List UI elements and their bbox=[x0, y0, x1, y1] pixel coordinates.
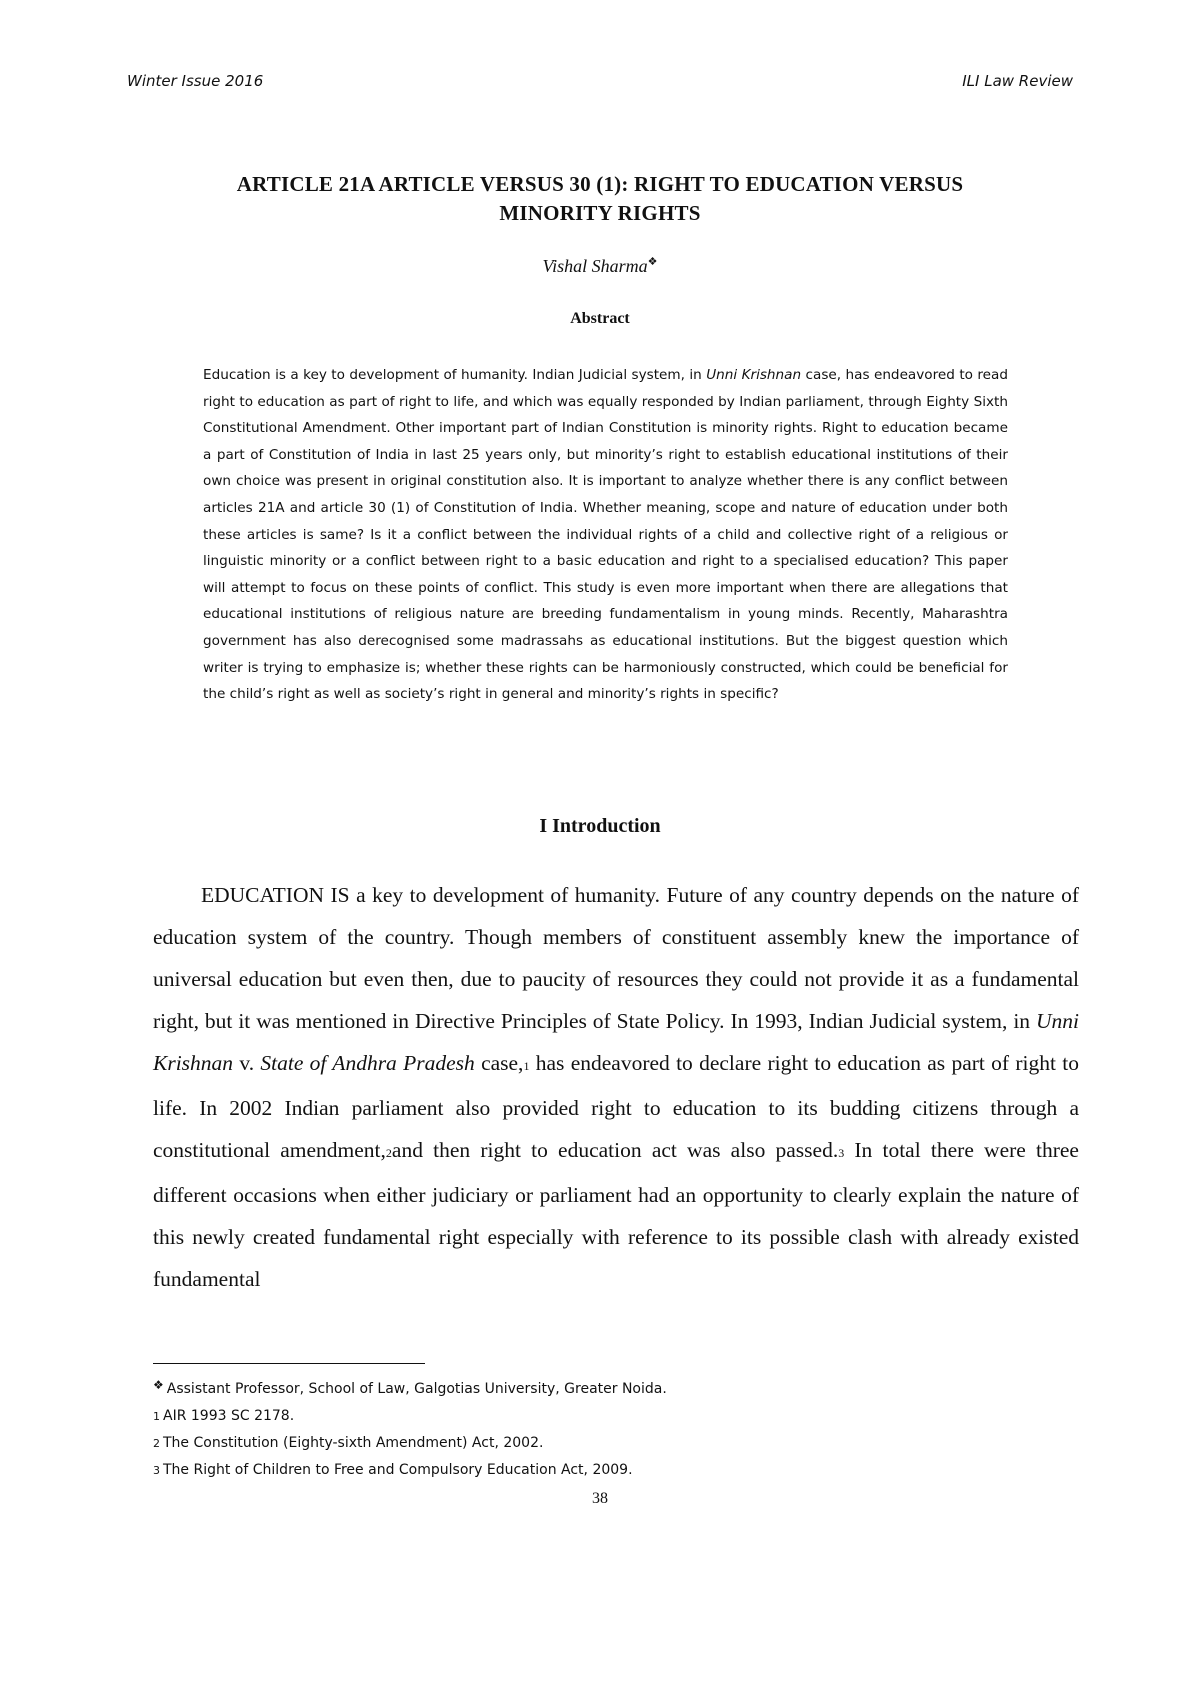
author-footnote-mark[interactable]: ❖ bbox=[647, 256, 658, 268]
running-header bbox=[127, 72, 1073, 96]
footnote-ref-1[interactable]: 1 bbox=[523, 1059, 530, 1073]
footnote-number: 1 bbox=[153, 1410, 160, 1423]
case-name-party-a: Unni Krishnan bbox=[153, 1009, 1079, 1075]
title-line-1: ARTICLE 21A ARTICLE VERSUS 30 (1): RIGHT TO EDUCATION VERSUS bbox=[236, 172, 964, 196]
introduction-paragraph bbox=[153, 874, 1079, 1300]
author-byline bbox=[0, 255, 1200, 277]
author-name: Vishal Sharma bbox=[542, 256, 648, 276]
footnote-number: 2 bbox=[153, 1437, 160, 1450]
title-line-2: MINORITY RIGHTS bbox=[499, 201, 701, 225]
issue-label: Winter Issue 2016 bbox=[127, 72, 264, 90]
body-text-part: In total there were three different occasions when either judiciary or parliament had an opportunity to clearly explain the nature of this newly created fundamental right especially with reference to its possible clash with already existed fundamental bbox=[153, 1138, 1079, 1291]
footnote-text: Assistant Professor, School of Law, Galgotias University, Greater Noida. bbox=[166, 1381, 667, 1397]
article-title bbox=[150, 170, 1050, 228]
footnote-3 bbox=[153, 1457, 1053, 1484]
body-text-part: has endeavored to declare right to education as part of right to life. In 2002 Indian parliament also provided right to education to its budding citizens through a constitutional amendment, bbox=[153, 1051, 1079, 1162]
abstract-body bbox=[203, 362, 1008, 708]
footnote-2 bbox=[153, 1430, 1053, 1457]
body-text-part: and then right to education act was also passed. bbox=[391, 1138, 839, 1162]
footnote-text: The Right of Children to Free and Compulsory Education Act, 2009. bbox=[163, 1462, 633, 1478]
footnote-1 bbox=[153, 1403, 1053, 1430]
abstract-case-name: Unni Krishnan bbox=[706, 367, 802, 383]
page-number: 38 bbox=[592, 1490, 608, 1507]
case-name-party-b: State of Andhra Pradesh bbox=[260, 1051, 475, 1075]
footnote-divider bbox=[153, 1363, 425, 1364]
abstract-heading: Abstract bbox=[570, 310, 630, 327]
footnote-ref-3[interactable]: 3 bbox=[838, 1146, 845, 1160]
footnote-mark-star: ❖ bbox=[153, 1378, 164, 1392]
section-heading-introduction: I Introduction bbox=[539, 815, 661, 837]
body-text-part: case, bbox=[474, 1051, 524, 1075]
footnote-text: The Constitution (Eighty-sixth Amendment) Act, 2002. bbox=[163, 1435, 544, 1451]
footnote-ref-2[interactable]: 2 bbox=[385, 1146, 392, 1160]
footnote-text: AIR 1993 SC 2178. bbox=[163, 1408, 295, 1424]
abstract-text-part: case, has endeavored to read right to education as part of right to life, and which was equally responded by Indian parliament, through Eighty Sixth Constitutional Amendment. Other important part of Indian Constitution is minority rights. Right to education became a part of Constitution of India in last 25 years only, but minority’s right to establish educational institutions of their own choice was present in original constitution also. It is important to analyze whether there is any conflict between articles 21A and article 30 (1) of Constitution of India. Whether meaning, scope and nature of education under both these articles is same? Is it a conflict between the individual rights of a child and collective right of a religious or linguistic minority or a conflict between right to a basic education and right to a specialised education? This paper will attempt to focus on these points of conflict. This study is even more important when there are allegations that educational institutions of religious nature are breeding fundamentalism in young minds. Recently, Maharashtra government has also derecognised some madrassahs as educational institutions. But the biggest question which writer is trying to emphasize is; whether these rights can be harmoniously constructed, which could be beneficial for the child’s right as well as society’s right in general and minority’s rights in specific? bbox=[203, 367, 1008, 703]
footnote-author bbox=[153, 1372, 1053, 1403]
abstract-text-part: Education is a key to development of humanity. Indian Judicial system, in bbox=[203, 367, 707, 383]
footnotes bbox=[153, 1372, 1053, 1484]
journal-name: ILI Law Review bbox=[962, 72, 1073, 90]
body-text-part: v. bbox=[233, 1051, 261, 1075]
body-text-part: EDUCATION IS a key to development of humanity. Future of any country depends on the nature of education system of the country. Though members of constituent assembly knew the importance of universal education but even then, due to paucity of resources they could not provide it as a fundamental right, but it was mentioned in Directive Principles of State Policy. In 1993, Indian Judicial system, in bbox=[153, 883, 1079, 1033]
footnote-number: 3 bbox=[153, 1464, 160, 1477]
